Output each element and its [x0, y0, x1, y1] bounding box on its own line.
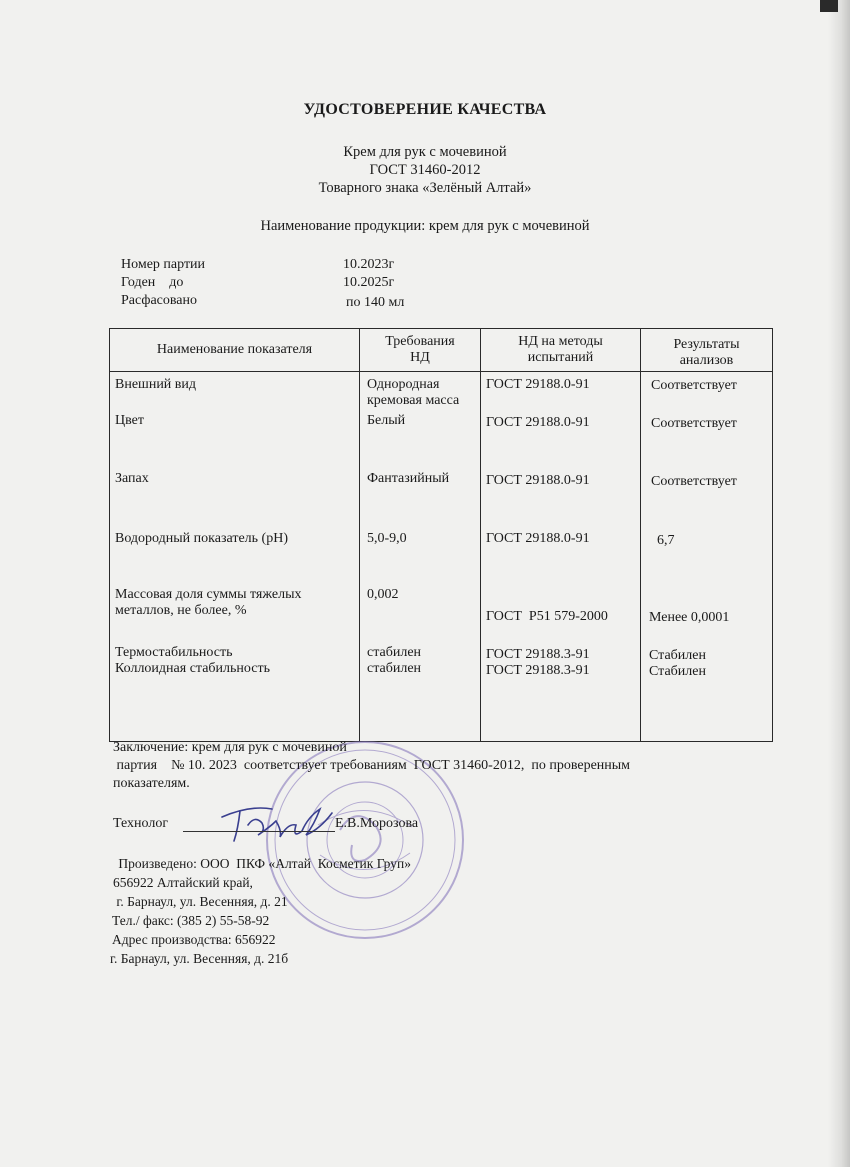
indicator-ph: Водородный показатель (pH) — [115, 531, 288, 546]
req-heavy-metals: 0,002 — [367, 587, 399, 602]
req-appearance: Однородная кремовая масса — [367, 377, 460, 408]
indicator-smell: Запах — [115, 471, 149, 486]
scan-corner-mark — [820, 0, 838, 12]
technologist-signature — [210, 795, 340, 855]
header-indicator: Наименование показателя — [110, 329, 360, 372]
signature-line — [183, 831, 335, 832]
result-heavy-metals: Менее 0,0001 — [649, 610, 730, 625]
footer-producer: Произведено: ООО ПКФ «Алтай Косметик Груп» — [115, 856, 411, 871]
footer-street-address: г. Барнаул, ул. Весенняя, д. 21 — [113, 894, 288, 909]
indicator-heavy-metals: Массовая доля суммы тяжелых металлов, не более, % — [115, 587, 302, 618]
req-smell: Фантазийный — [367, 471, 450, 486]
header-results: Результаты анализов — [641, 329, 773, 372]
table-body-row — [110, 372, 773, 742]
footer-postal-region: 656922 Алтайский край, — [113, 875, 253, 890]
result-color: Соответствует — [651, 416, 737, 431]
header-requirements: Требования НД — [360, 329, 481, 372]
req-color: Белый — [367, 413, 406, 428]
conclusion-line-1: Заключение: крем для рук с мочевиной — [113, 740, 347, 755]
indicator-color: Цвет — [115, 413, 144, 428]
table-header-row — [110, 329, 773, 372]
product-name: Наименование продукции: крем для рук с мочевиной — [260, 218, 590, 234]
result-colloid-stability: Стабилен — [649, 664, 706, 679]
result-smell: Соответствует — [651, 474, 737, 489]
document-title: УДОСТОВЕРЕНИЕ КАЧЕСТВА — [303, 101, 547, 118]
indicator-thermostability: Термостабильность — [115, 645, 233, 660]
method-appearance: ГОСТ 29188.0-91 — [486, 377, 590, 392]
batch-number-label: Номер партии — [121, 257, 206, 272]
subtitle-product: Крем для рук с мочевиной — [343, 144, 507, 160]
method-heavy-metals: ГОСТ Р51 579-2000 — [486, 609, 608, 624]
footer-phone-fax: Тел./ факс: (385 2) 55-58-92 — [112, 913, 270, 928]
method-thermostability: ГОСТ 29188.3-91 — [486, 647, 590, 662]
expiry-value: 10.2025г — [343, 275, 395, 290]
column-indicator — [110, 372, 360, 742]
batch-number-value: 10.2023г — [343, 257, 395, 272]
footer-production-address-label: Адрес производства: 656922 — [112, 932, 276, 947]
req-colloid-stability: стабилен — [367, 661, 422, 676]
column-results — [641, 372, 773, 742]
packed-value: по 140 мл — [346, 295, 405, 310]
conclusion-line-2: партия № 10. 2023 соответствует требованиям ГОСТ 31460-2012, по проверенным — [113, 758, 631, 773]
result-appearance: Соответствует — [651, 378, 737, 393]
packed-label: Расфасовано — [121, 293, 198, 308]
method-ph: ГОСТ 29188.0-91 — [486, 531, 590, 546]
technologist-name: Е.В.Морозова — [335, 816, 419, 831]
method-colloid-stability: ГОСТ 29188.3-91 — [486, 663, 590, 678]
indicator-colloid-stability: Коллоидная стабильность — [115, 661, 270, 676]
column-test-methods — [481, 372, 641, 742]
technologist-label: Технолог — [113, 816, 169, 831]
result-ph: 6,7 — [657, 533, 675, 548]
req-ph: 5,0-9,0 — [367, 531, 407, 546]
column-requirements — [360, 372, 481, 742]
expiry-label: Годен до — [121, 275, 184, 290]
header-test-methods: НД на методы испытаний — [481, 329, 641, 372]
footer-production-address: г. Барнаул, ул. Весенняя, д. 21б — [110, 951, 289, 966]
result-thermostability: Стабилен — [649, 648, 706, 663]
method-smell: ГОСТ 29188.0-91 — [486, 473, 590, 488]
conclusion-line-3: показателям. — [113, 776, 190, 791]
subtitle-gost: ГОСТ 31460-2012 — [369, 162, 481, 178]
quality-table — [109, 328, 773, 742]
method-color: ГОСТ 29188.0-91 — [486, 415, 590, 430]
subtitle-trademark: Товарного знака «Зелёный Алтай» — [318, 180, 532, 196]
req-thermostability: стабилен — [367, 645, 422, 660]
indicator-appearance: Внешний вид — [115, 377, 197, 392]
